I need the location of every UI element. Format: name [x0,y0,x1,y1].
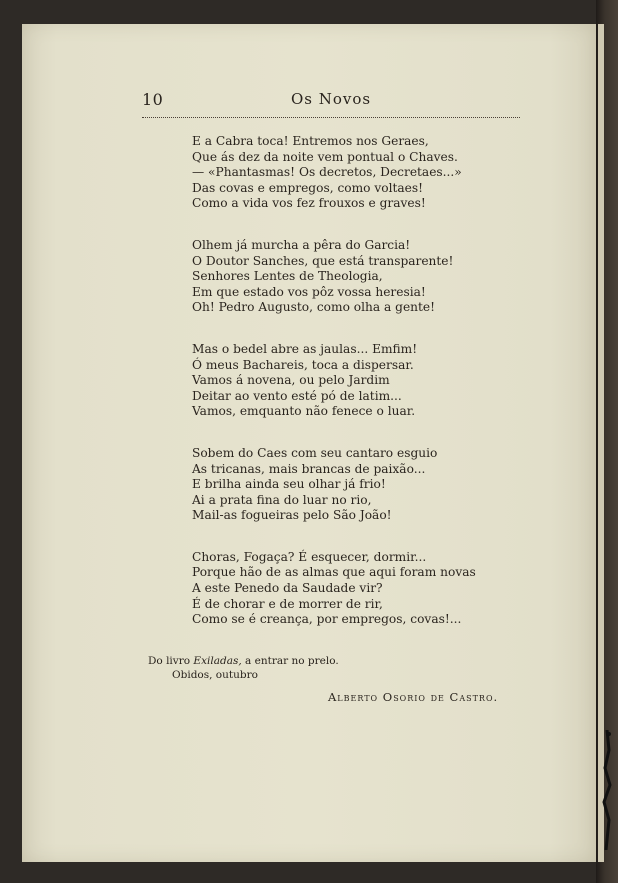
poem-line: O Doutor Sanches, que está transparente! [192,253,454,268]
poem-line: Oh! Pedro Augusto, como olha a gente! [192,300,436,315]
poem-line: Choras, Fogaça? É esquecer, dormir... [192,549,427,564]
source-book-title: Exiladas, [193,655,242,667]
running-title: Os Novos [290,90,372,108]
poem-line: Como a vida vos fez frouxos e graves! [192,196,426,211]
poem-line: Ai a prata fina do luar no rio, [192,492,372,507]
poem-line: Porque hão de as almas que aqui foram novas [192,565,476,580]
header-rule [142,117,520,118]
poem-line: Mas o bedel abre as jaulas... Emfim! [192,341,418,356]
poem-line: — «Phantasmas! Os decretos, Decretaes...» [192,165,462,180]
stanza-5 [192,550,522,628]
source-note-line-2: Obidos, outubro [172,669,258,681]
source-note-suffix: a entrar no prelo. [241,655,339,667]
poem-line: Ó meus Bachareis, toca a dispersar. [192,357,414,372]
source-note-prefix: Do livro [148,655,194,667]
source-note-line-1 [148,654,339,668]
poem-line: Olhem já murcha a pêra do Garcia! [192,237,411,252]
stanza-1 [192,134,522,212]
poem-line: A este Penedo da Saudade vir? [192,581,383,596]
stanza-2 [192,238,522,316]
poem-line: Em que estado vos pôz vossa heresia! [192,284,426,299]
poem [192,134,522,654]
poem-line: Deitar ao vento esté pó de latim... [192,388,402,403]
poem-line: Que ás dez da noite vem pontual o Chaves. [192,149,458,164]
poem-line: Vamos, emquanto não fenece o luar. [192,404,416,419]
poem-line: Das covas e empregos, como voltaes! [192,180,424,195]
poem-line: Sobem do Caes com seu cantaro esguio [192,445,438,460]
poem-line: E brilha ainda seu olhar já frio! [192,477,386,492]
book-page [22,24,596,862]
stanza-3 [192,342,522,420]
poem-line: Vamos á novena, ou pelo Jardim [192,373,390,388]
page-number: 10 [142,90,164,109]
poem-line: Como se é creança, por empregos, covas!... [192,612,462,627]
author-signature: Alberto Osorio de Castro. [328,690,499,704]
stanza-4 [192,446,522,524]
poem-line: É de chorar e de morrer de rir, [192,596,383,611]
page-header [142,90,520,114]
poem-line: As tricanas, mais brancas de paixão... [192,461,426,476]
poem-line: E a Cabra toca! Entremos nos Geraes, [192,134,429,148]
poem-line: Mail-as fogueiras pelo São João! [192,508,392,523]
margin-ink-mark [600,730,614,850]
poem-line: Senhores Lentes de Theologia, [192,269,383,284]
